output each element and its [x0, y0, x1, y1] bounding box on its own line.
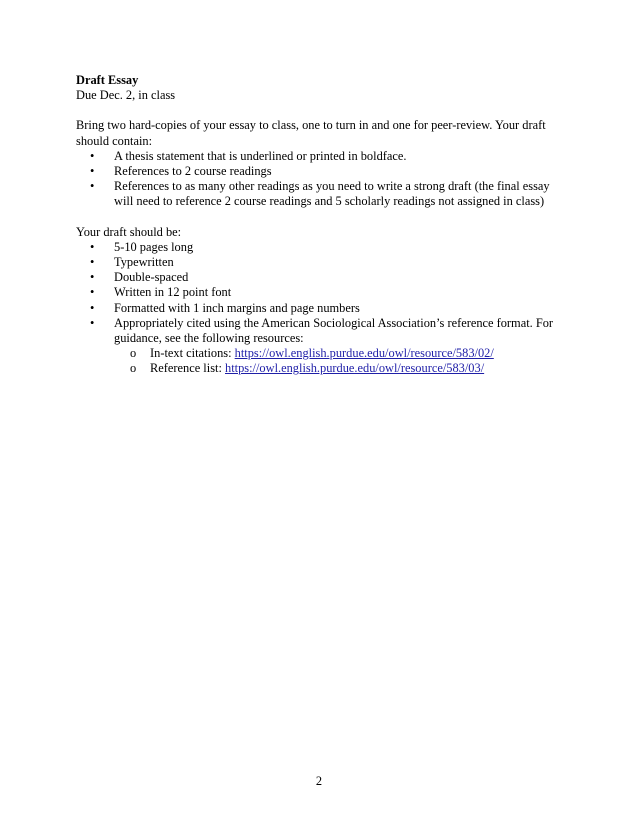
resource-item	[76, 346, 566, 361]
resource-item	[76, 361, 566, 376]
resource-label: In-text citations:	[150, 346, 235, 361]
bullet-icon: •	[90, 148, 95, 163]
section-spacer	[76, 210, 566, 225]
document-title: Draft Essay	[76, 73, 139, 87]
bullet-icon: •	[90, 164, 95, 179]
bullet-icon: •	[90, 179, 95, 194]
in-text-citations-link[interactable]: https://owl.english.purdue.edu/owl/resource/583/02/	[234, 346, 494, 361]
list-item	[76, 316, 566, 377]
list-item-text: Typewritten	[114, 255, 174, 270]
list-item-text: A thesis statement that is underlined or printed in boldface.	[114, 148, 407, 163]
requirements-list	[76, 240, 566, 377]
reference-list-link[interactable]: https://owl.english.purdue.edu/owl/resource/583/03/	[225, 361, 485, 376]
list-item	[76, 255, 566, 270]
bullet-icon: •	[90, 270, 95, 285]
list-item-text: Appropriately cited using the American Sociological Association’s reference format. For guidance, see the following resources:	[114, 315, 554, 346]
list-item-text: Double-spaced	[114, 270, 189, 285]
intro-paragraph: Bring two hard-copies of your essay to class, one to turn in and one for peer-review. Your draft should contain:	[76, 118, 546, 148]
list-item-text: References to 2 course readings	[114, 164, 272, 179]
page-content	[76, 73, 566, 377]
list-item-text: Formatted with 1 inch margins and page numbers	[114, 300, 360, 315]
bullet-icon: •	[90, 239, 95, 254]
due-date: Due Dec. 2, in class	[76, 88, 176, 103]
list-item	[76, 301, 566, 316]
bullet-icon: •	[90, 255, 95, 270]
list-item	[76, 240, 566, 255]
page-number: 2	[315, 774, 323, 788]
requirements-heading: Your draft should be:	[76, 224, 182, 239]
list-item-text: Written in 12 point font	[114, 285, 232, 300]
list-item	[76, 179, 566, 209]
list-item-text: References to as many other readings as you need to write a strong draft (the final essay will need to reference 2 course readings and 5 scholarly readings not assigned in class)	[114, 179, 550, 209]
citation-resources-list	[114, 346, 566, 376]
bullet-icon: •	[90, 285, 95, 300]
draft-contents-list	[76, 149, 566, 210]
circle-bullet-icon: o	[130, 361, 137, 376]
bullet-icon: •	[90, 315, 95, 330]
list-item	[76, 285, 566, 300]
list-item-text: 5-10 pages long	[114, 239, 194, 254]
list-item	[76, 164, 566, 179]
bullet-icon: •	[90, 300, 95, 315]
list-item	[76, 270, 566, 285]
circle-bullet-icon: o	[130, 346, 137, 361]
resource-label: Reference list:	[150, 361, 225, 376]
list-item	[76, 149, 566, 164]
